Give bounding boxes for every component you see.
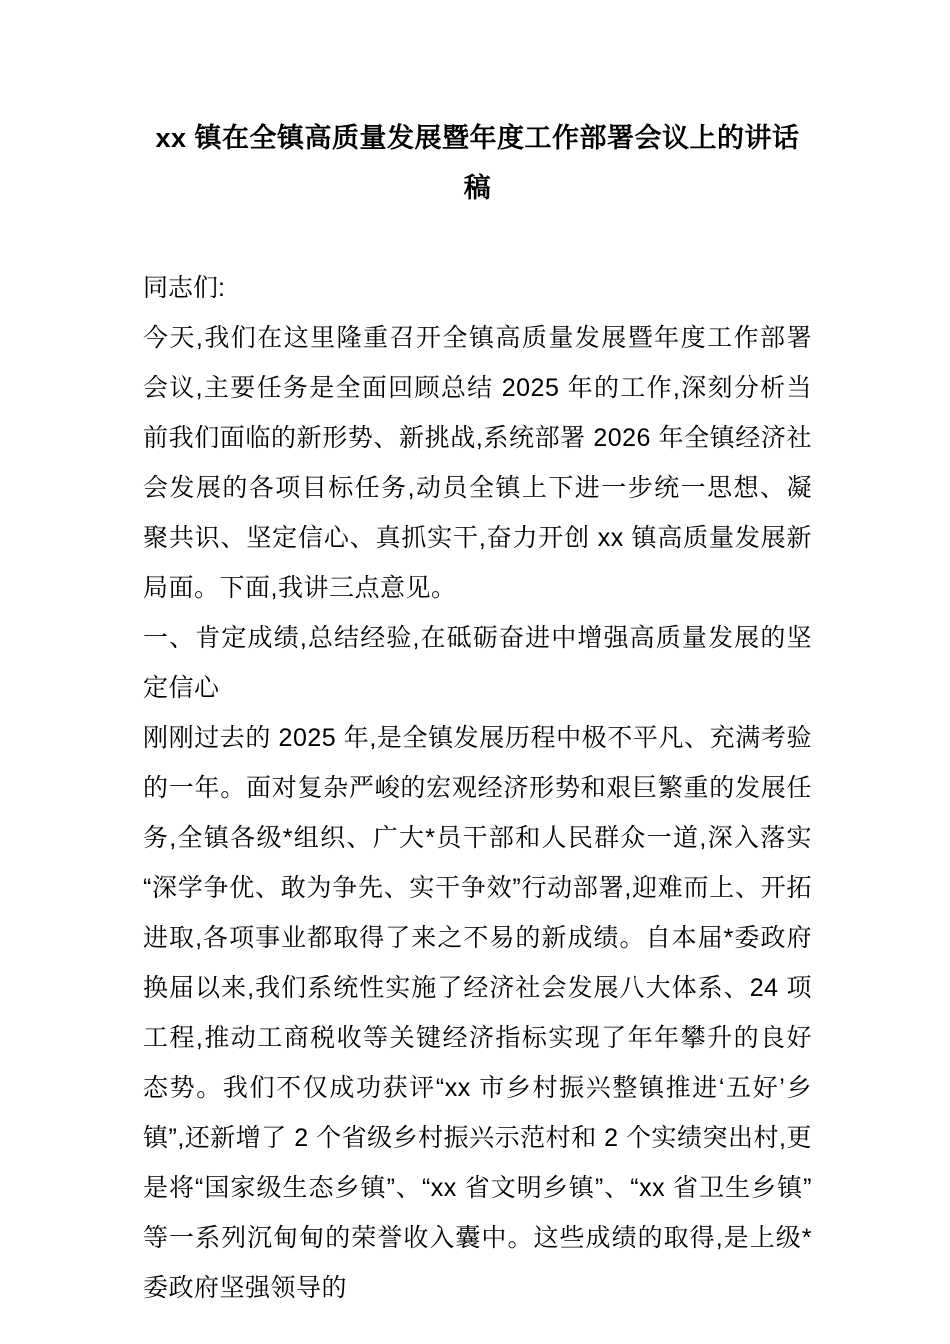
section-heading-1: 一、肯定成绩,总结经验,在砥砺奋进中增强高质量发展的坚定信心 — [143, 624, 812, 702]
paragraph-achievements: 刚刚过去的 2025 年,是全镇发展历程中极不平凡、充满考验的一年。面对复杂严峻的宏观经济形势和艰巨繁重的发展任务,全镇各级*组织、广大*员干部和人民群众一道,深入落实“深学争优、敢为争先、实干争效”行动部署,迎难而上、开拓进取,各项事业都取得了来之不易的新成绩。自本届*委政府换届以来,我们系统性实施了经济社会发展八大体系、24 项工程,推动工商税收等关键经济指标实现了年年攀升的良好态势。我们不仅成功获评“xx 市乡村振兴整镇推进‘五好’乡镇”,还新增了 2 个省级乡村振兴示范村和 2 个实绩突出村,更是将“国家级生态乡镇”、“xx 省文明乡镇”、“xx 省卫生乡镇”等一系列沉甸甸的荣誉收入囊中。这些成绩的取得,是上级*委政府坚强领导的 — [143, 724, 812, 1302]
document-title: xx 镇在全镇高质量发展暨年度工作部署会议上的讲话稿 — [155, 123, 800, 203]
paragraph-intro: 今天,我们在这里隆重召开全镇高质量发展暨年度工作部署会议,主要任务是全面回顾总结 2025 年的工作,深刻分析当前我们面临的新形势、新挑战,系统部署 2026 年全镇经济社会发展的各项目标任务,动员全镇上下进一步统一思想、凝聚共识、坚定信心、真抓实干,奋力开创 xx 镇高质量发展新局面。下面,我讲三点意见。 — [143, 324, 812, 602]
salutation: 同志们: — [143, 274, 225, 302]
